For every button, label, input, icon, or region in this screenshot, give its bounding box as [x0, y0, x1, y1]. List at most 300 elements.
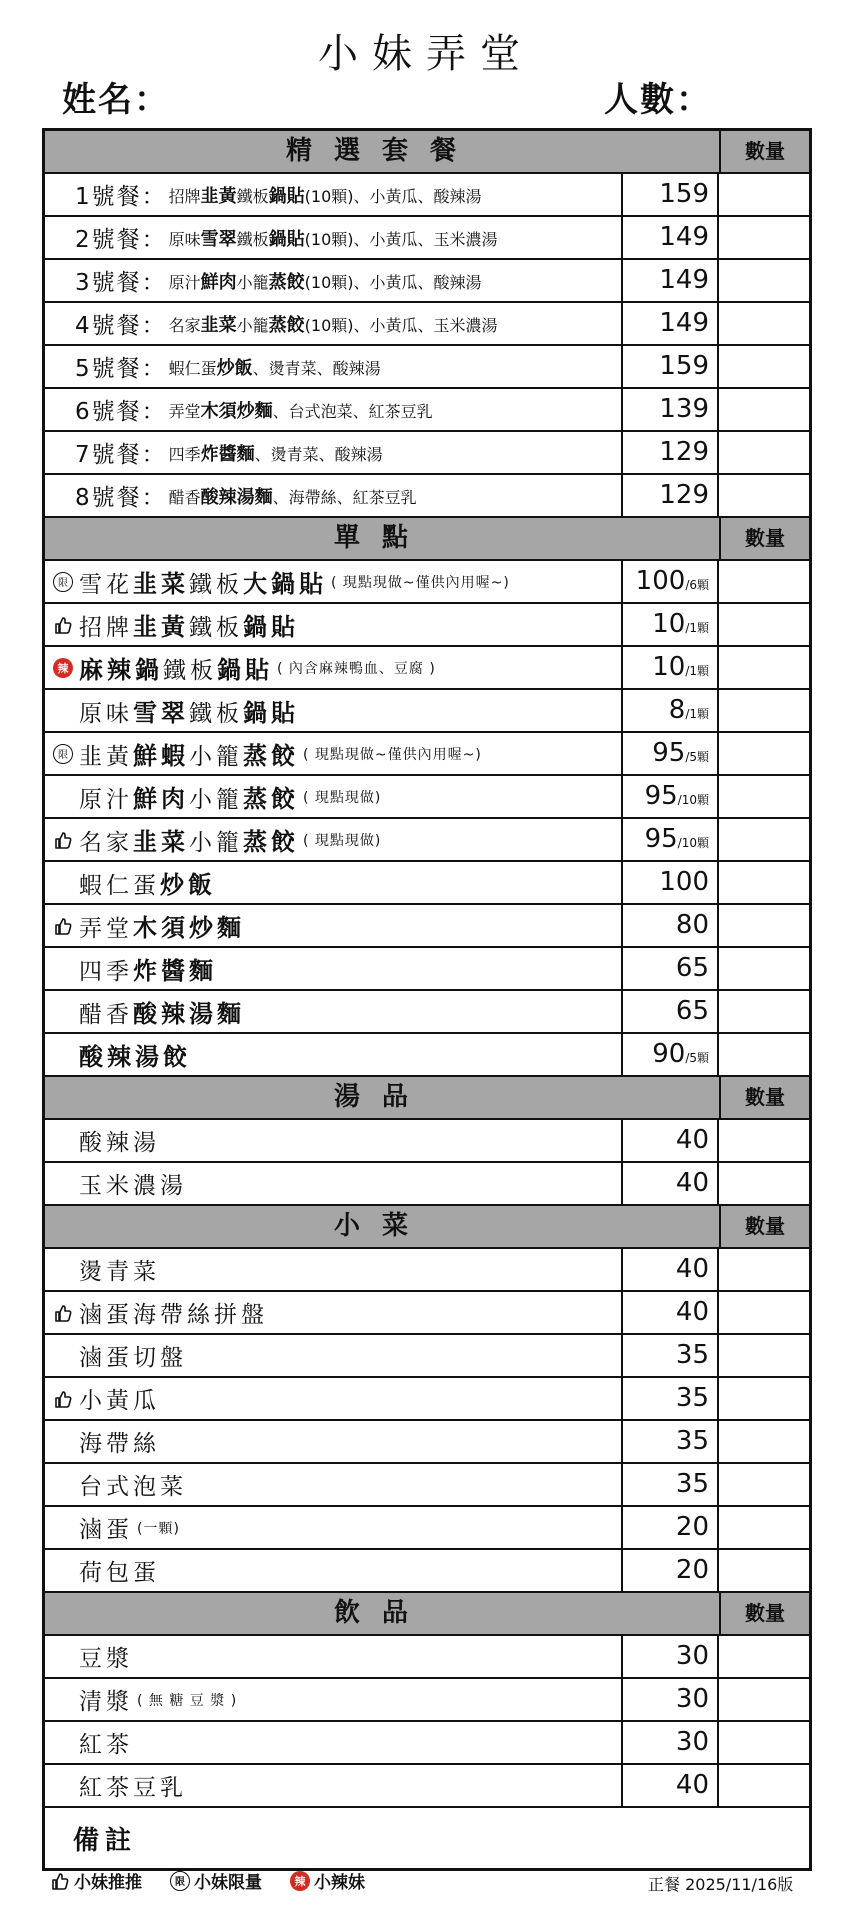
price-cell — [623, 1335, 719, 1376]
price-value: 40 — [675, 1770, 709, 1800]
item-cell — [45, 432, 623, 473]
price-cell — [623, 604, 719, 645]
price-value: 65 — [675, 996, 709, 1026]
price-cell — [623, 1163, 719, 1204]
name-part: 蝦仁蛋 — [79, 873, 160, 899]
item-cell — [45, 862, 623, 903]
price-value: 90 — [652, 1039, 686, 1069]
single-item-row — [45, 948, 809, 991]
item-cell — [45, 1034, 623, 1075]
price-cell — [623, 1722, 719, 1763]
price-unit: /1顆 — [685, 664, 709, 678]
item-name: 玉米濃湯 — [79, 1173, 187, 1199]
desc-part: 蝦仁蛋 — [168, 358, 217, 378]
item-cell — [45, 1722, 623, 1763]
name-part: 雪花 — [79, 572, 133, 598]
item-name — [79, 736, 299, 771]
limited-icon — [51, 570, 75, 594]
quantity-input-cell[interactable] — [719, 1765, 809, 1806]
price-cell — [623, 862, 719, 903]
item-cell — [45, 1507, 623, 1548]
item-cell — [45, 948, 623, 989]
desc-part: 蒸餃 — [268, 271, 305, 293]
item-name: 滷蛋切盤 — [79, 1345, 187, 1371]
quantity-input-cell[interactable] — [719, 1163, 809, 1204]
item-cell — [45, 346, 623, 387]
section-header-sets — [45, 131, 809, 174]
price-cell — [623, 1464, 719, 1505]
set-meal-name: 3號餐： — [75, 270, 167, 296]
name-part: 蒸餃 — [243, 828, 299, 856]
item-name — [79, 650, 273, 685]
desc-part: (10顆)、小黃瓜、玉米濃湯 — [304, 315, 498, 335]
quantity-header: 數量 — [745, 526, 785, 550]
set-meal-description — [169, 182, 482, 208]
desc-part: 、燙青菜、酸辣湯 — [254, 444, 383, 464]
quantity-input-cell[interactable] — [719, 303, 809, 344]
price-unit: /5顆 — [685, 1051, 709, 1065]
quantity-input-cell[interactable] — [719, 690, 809, 731]
name-part: 韭黃 — [133, 613, 189, 641]
price-value: 35 — [675, 1469, 709, 1499]
item-cell — [45, 1120, 623, 1161]
price-cell — [623, 690, 719, 731]
item-cell — [45, 1292, 623, 1333]
name-part: 弄堂 — [79, 916, 133, 942]
quantity-input-cell[interactable] — [719, 905, 809, 946]
name-part: 麻辣鍋 — [79, 656, 163, 684]
soups-item-row — [45, 1163, 809, 1206]
desc-part: (10顆)、小黃瓜、酸辣湯 — [304, 272, 482, 292]
name-part: 韭菜 — [133, 570, 189, 598]
item-cell — [45, 776, 623, 817]
set-meal-row — [45, 217, 809, 260]
sides-item-row — [45, 1464, 809, 1507]
quantity-input-cell[interactable] — [719, 217, 809, 258]
item-cell — [45, 475, 623, 516]
price-value: 8 — [668, 695, 686, 725]
set-meal-description — [169, 225, 498, 251]
desc-part: 炸醬麵 — [200, 443, 255, 465]
limited-badge-icon: 限 — [53, 572, 73, 592]
name-part: 鐵板 — [189, 615, 243, 641]
desc-part: 、台式泡菜、紅茶豆乳 — [272, 401, 433, 421]
desc-part: 蒸餃 — [268, 314, 305, 336]
desc-part: 鮮肉 — [200, 271, 237, 293]
single-item-row — [45, 1034, 809, 1077]
price-cell — [623, 1550, 719, 1591]
quantity-input-cell[interactable] — [719, 561, 809, 602]
price-cell — [623, 174, 719, 215]
name-part: 醋香 — [79, 1002, 133, 1028]
item-cell — [45, 1464, 623, 1505]
set-meal-row — [45, 260, 809, 303]
quantity-input-cell[interactable] — [719, 604, 809, 645]
price-value: 10 — [652, 609, 686, 639]
legend-recommend-label: 小妹推推 — [74, 1873, 142, 1893]
price-cell — [623, 1034, 719, 1075]
price-unit: /1顆 — [685, 621, 709, 635]
quantity-input-cell[interactable] — [719, 1292, 809, 1333]
item-name — [79, 693, 299, 728]
desc-part: 韭黃 — [200, 185, 237, 207]
set-meal-description — [169, 311, 498, 337]
set-meal-description — [169, 397, 433, 423]
sides-item-row — [45, 1421, 809, 1464]
price-cell — [623, 948, 719, 989]
item-note: ( 現點現做~僅供內用喔~) — [303, 746, 482, 763]
quantity-input-cell[interactable] — [719, 948, 809, 989]
desc-part: 鐵板 — [236, 186, 269, 206]
people-label: 人數： — [604, 80, 712, 120]
price-cell — [623, 991, 719, 1032]
set-meal-description — [169, 268, 482, 294]
desc-part: 小籠 — [236, 272, 269, 292]
price-value: 129 — [659, 437, 709, 467]
item-name — [79, 1037, 191, 1072]
item-name — [79, 908, 245, 943]
price-cell — [623, 1765, 719, 1806]
item-name: 台式泡菜 — [79, 1474, 187, 1500]
name-part: 鍋貼 — [243, 613, 299, 641]
item-note: ( 內含麻辣鴨血、豆腐 ) — [277, 660, 436, 677]
single-item-row — [45, 733, 809, 776]
drinks-item-row — [45, 1636, 809, 1679]
single-item-row — [45, 604, 809, 647]
set-meal-row — [45, 389, 809, 432]
item-name: 紅茶 — [79, 1732, 133, 1758]
price-cell — [623, 1292, 719, 1333]
quantity-input-cell[interactable] — [719, 862, 809, 903]
quantity-input-cell[interactable] — [719, 819, 809, 860]
remarks-field[interactable] — [45, 1808, 809, 1868]
name-part: 原味 — [79, 701, 133, 727]
name-part: 小籠 — [189, 830, 243, 856]
desc-part: (10顆)、小黃瓜、酸辣湯 — [304, 186, 482, 206]
legend-limited — [166, 1868, 262, 1893]
price-cell — [623, 1249, 719, 1290]
set-meal-name: 5號餐： — [75, 356, 167, 382]
item-cell — [45, 260, 623, 301]
legend-spicy — [286, 1868, 365, 1893]
price-cell — [623, 1421, 719, 1462]
quantity-input-cell[interactable] — [719, 432, 809, 473]
quantity-input-cell[interactable] — [719, 1120, 809, 1161]
item-name: 紅茶豆乳 — [79, 1775, 187, 1801]
set-meal-row — [45, 346, 809, 389]
quantity-input-cell[interactable] — [719, 1464, 809, 1505]
set-meal-name: 6號餐： — [75, 399, 167, 425]
item-name: 荷包蛋 — [79, 1560, 160, 1586]
desc-part: 木須炒麵 — [200, 400, 273, 422]
quantity-input-cell[interactable] — [719, 1550, 809, 1591]
name-part: 蒸餃 — [243, 785, 299, 813]
section-header-singles — [45, 518, 809, 561]
name-part: 招牌 — [79, 615, 133, 641]
single-item-row — [45, 905, 809, 948]
price-value: 40 — [675, 1254, 709, 1284]
name-part: 鐵板 — [163, 658, 217, 684]
section-title: 小菜 — [45, 1206, 721, 1247]
set-meal-description — [169, 354, 381, 380]
sides-item-row — [45, 1249, 809, 1292]
desc-part: 酸辣湯麵 — [200, 486, 273, 508]
legend-limited-label: 小妹限量 — [194, 1873, 262, 1893]
thumbs-up-icon — [51, 1387, 75, 1411]
price-value: 30 — [675, 1641, 709, 1671]
limited-badge-icon: 限 — [170, 1871, 190, 1891]
price-value: 95 — [644, 824, 678, 854]
item-cell — [45, 1765, 623, 1806]
quantity-input-cell[interactable] — [719, 174, 809, 215]
section-header-sides — [45, 1206, 809, 1249]
name-label: 姓名： — [62, 80, 170, 120]
section-title: 湯品 — [45, 1077, 721, 1118]
quantity-input-cell[interactable] — [719, 1722, 809, 1763]
price-value: 100 — [635, 566, 686, 596]
desc-part: 、燙青菜、酸辣湯 — [252, 358, 381, 378]
price-cell — [623, 432, 719, 473]
name-part: 名家 — [79, 830, 133, 856]
item-name: 滷蛋 — [79, 1517, 133, 1543]
desc-part: 韭菜 — [200, 314, 237, 336]
name-part: 鮮肉 — [133, 785, 189, 813]
name-part: 雪翠 — [133, 699, 189, 727]
name-part: 四季 — [79, 959, 133, 985]
price-value: 159 — [659, 351, 709, 381]
section-title: 單點 — [45, 518, 721, 559]
price-cell — [623, 1120, 719, 1161]
sides-item-row — [45, 1507, 809, 1550]
desc-part: 四季 — [168, 444, 201, 464]
desc-part: 名家 — [168, 315, 201, 335]
name-part: 小籠 — [189, 787, 243, 813]
spicy-icon — [51, 656, 75, 680]
quantity-input-cell[interactable] — [719, 733, 809, 774]
set-meal-row — [45, 432, 809, 475]
price-value: 40 — [675, 1168, 709, 1198]
item-name: 清漿 — [79, 1689, 133, 1715]
limited-badge-icon: 限 — [53, 744, 73, 764]
quantity-input-cell[interactable] — [719, 1249, 809, 1290]
price-value: 149 — [659, 265, 709, 295]
price-value: 40 — [675, 1125, 709, 1155]
price-cell — [623, 905, 719, 946]
section-header-drinks — [45, 1593, 809, 1636]
price-value: 80 — [675, 910, 709, 940]
item-cell — [45, 1335, 623, 1376]
price-cell — [623, 303, 719, 344]
item-name: 滷蛋海帶絲拼盤 — [79, 1302, 268, 1328]
name-part: 大鍋貼 — [243, 570, 327, 598]
quantity-input-cell[interactable] — [719, 475, 809, 516]
item-name — [79, 994, 245, 1029]
name-part: 鮮蝦 — [133, 742, 189, 770]
item-cell — [45, 1636, 623, 1677]
quantity-input-cell[interactable] — [719, 647, 809, 688]
name-part: 鐵板 — [189, 572, 243, 598]
quantity-input-cell[interactable] — [719, 260, 809, 301]
price-value: 65 — [675, 953, 709, 983]
item-name — [79, 865, 216, 900]
set-meal-name: 2號餐： — [75, 227, 167, 253]
price-value: 35 — [675, 1383, 709, 1413]
set-meal-name: 4號餐： — [75, 313, 167, 339]
name-part: 炸醬麵 — [133, 957, 217, 985]
item-cell — [45, 991, 623, 1032]
item-cell — [45, 1163, 623, 1204]
drinks-item-row — [45, 1765, 809, 1808]
item-cell — [45, 1378, 623, 1419]
name-part: 鍋貼 — [217, 656, 273, 684]
legend — [50, 1868, 389, 1893]
desc-part: 招牌 — [168, 186, 201, 206]
section-header-soups — [45, 1077, 809, 1120]
name-part: 酸辣湯麵 — [133, 1000, 245, 1028]
item-name: 豆漿 — [79, 1646, 133, 1672]
sides-item-row — [45, 1335, 809, 1378]
item-note: (一顆) — [137, 1520, 180, 1537]
item-name — [79, 564, 327, 599]
name-part: 鐵板 — [189, 701, 243, 727]
sides-item-row — [45, 1378, 809, 1421]
quantity-input-cell[interactable] — [719, 1335, 809, 1376]
price-cell — [623, 1636, 719, 1677]
item-name: 酸辣湯 — [79, 1130, 160, 1156]
version-label: 正餐 2025/11/16版 — [648, 1875, 794, 1894]
drinks-item-row — [45, 1722, 809, 1765]
name-part: 小籠 — [189, 744, 243, 770]
item-cell — [45, 733, 623, 774]
set-meal-name: 1號餐： — [75, 184, 167, 210]
sides-item-row — [45, 1292, 809, 1335]
price-value: 30 — [675, 1684, 709, 1714]
item-cell — [45, 174, 623, 215]
single-item-row — [45, 561, 809, 604]
quantity-input-cell[interactable] — [719, 389, 809, 430]
price-cell — [623, 776, 719, 817]
price-cell — [623, 217, 719, 258]
menu-table — [42, 128, 812, 1871]
item-name — [79, 607, 299, 642]
name-part: 鍋貼 — [243, 699, 299, 727]
thumbs-up-icon — [51, 828, 75, 852]
quantity-input-cell[interactable] — [719, 346, 809, 387]
quantity-input-cell[interactable] — [719, 1034, 809, 1075]
quantity-header: 數量 — [745, 1085, 785, 1109]
section-title: 精選套餐 — [45, 131, 721, 172]
price-unit: /10顆 — [677, 793, 709, 807]
limited-icon — [51, 742, 75, 766]
price-value: 35 — [675, 1426, 709, 1456]
price-cell — [623, 475, 719, 516]
item-name: 小黃瓜 — [79, 1388, 160, 1414]
single-item-row — [45, 690, 809, 733]
quantity-header: 數量 — [745, 1601, 785, 1625]
section-title: 飲品 — [45, 1593, 721, 1634]
price-cell — [623, 561, 719, 602]
item-note: ( 現點現做) — [303, 789, 382, 806]
quantity-input-cell[interactable] — [719, 1636, 809, 1677]
quantity-input-cell[interactable] — [719, 1507, 809, 1548]
soups-item-row — [45, 1120, 809, 1163]
name-part: 原汁 — [79, 787, 133, 813]
item-note: ( 現點現做~僅供內用喔~) — [331, 574, 510, 591]
price-cell — [623, 819, 719, 860]
desc-part: 炒飯 — [216, 357, 253, 379]
single-item-row — [45, 776, 809, 819]
price-value: 149 — [659, 222, 709, 252]
desc-part: 鐵板 — [236, 229, 269, 249]
desc-part: 醋香 — [168, 487, 201, 507]
desc-part: 鍋貼 — [268, 185, 305, 207]
sides-item-row — [45, 1550, 809, 1593]
item-name — [79, 951, 217, 986]
thumbs-up-icon — [51, 613, 75, 637]
price-unit: /10顆 — [677, 836, 709, 850]
price-cell — [623, 260, 719, 301]
item-name — [79, 779, 299, 814]
quantity-input-cell[interactable] — [719, 991, 809, 1032]
price-value: 159 — [659, 179, 709, 209]
item-cell — [45, 1679, 623, 1720]
price-cell — [623, 346, 719, 387]
legend-spicy-label: 小辣妹 — [314, 1873, 365, 1893]
desc-part: 雪翠 — [200, 228, 237, 250]
quantity-input-cell[interactable] — [719, 1378, 809, 1419]
quantity-header: 數量 — [745, 139, 785, 163]
desc-part: 鍋貼 — [268, 228, 305, 250]
set-meal-description — [169, 483, 417, 509]
price-cell — [623, 1507, 719, 1548]
price-value: 149 — [659, 308, 709, 338]
thumbs-up-icon — [51, 914, 75, 938]
quantity-input-cell[interactable] — [719, 776, 809, 817]
price-unit: /1顆 — [685, 707, 709, 721]
item-cell — [45, 690, 623, 731]
item-cell — [45, 1421, 623, 1462]
quantity-header: 數量 — [745, 1214, 785, 1238]
single-item-row — [45, 862, 809, 905]
single-item-row — [45, 647, 809, 690]
quantity-input-cell[interactable] — [719, 1679, 809, 1720]
remarks-label: 備註 — [73, 1825, 138, 1856]
price-value: 30 — [675, 1727, 709, 1757]
price-value: 129 — [659, 480, 709, 510]
set-meal-description — [169, 440, 383, 466]
name-part: 蒸餃 — [243, 742, 299, 770]
item-name: 燙青菜 — [79, 1259, 160, 1285]
quantity-input-cell[interactable] — [719, 1421, 809, 1462]
single-item-row — [45, 819, 809, 862]
price-cell — [623, 1679, 719, 1720]
set-meal-row — [45, 174, 809, 217]
name-part: 韭菜 — [133, 828, 189, 856]
price-value: 40 — [675, 1297, 709, 1327]
set-meal-row — [45, 303, 809, 346]
name-part: 韭黃 — [79, 744, 133, 770]
price-value: 35 — [675, 1340, 709, 1370]
item-cell — [45, 905, 623, 946]
price-cell — [623, 389, 719, 430]
set-meal-row — [45, 475, 809, 518]
item-name — [79, 822, 299, 857]
item-cell — [45, 389, 623, 430]
shop-title: 小妹弄堂 — [318, 31, 534, 77]
price-unit: /6顆 — [685, 578, 709, 592]
desc-part: 弄堂 — [168, 401, 201, 421]
item-cell — [45, 1249, 623, 1290]
